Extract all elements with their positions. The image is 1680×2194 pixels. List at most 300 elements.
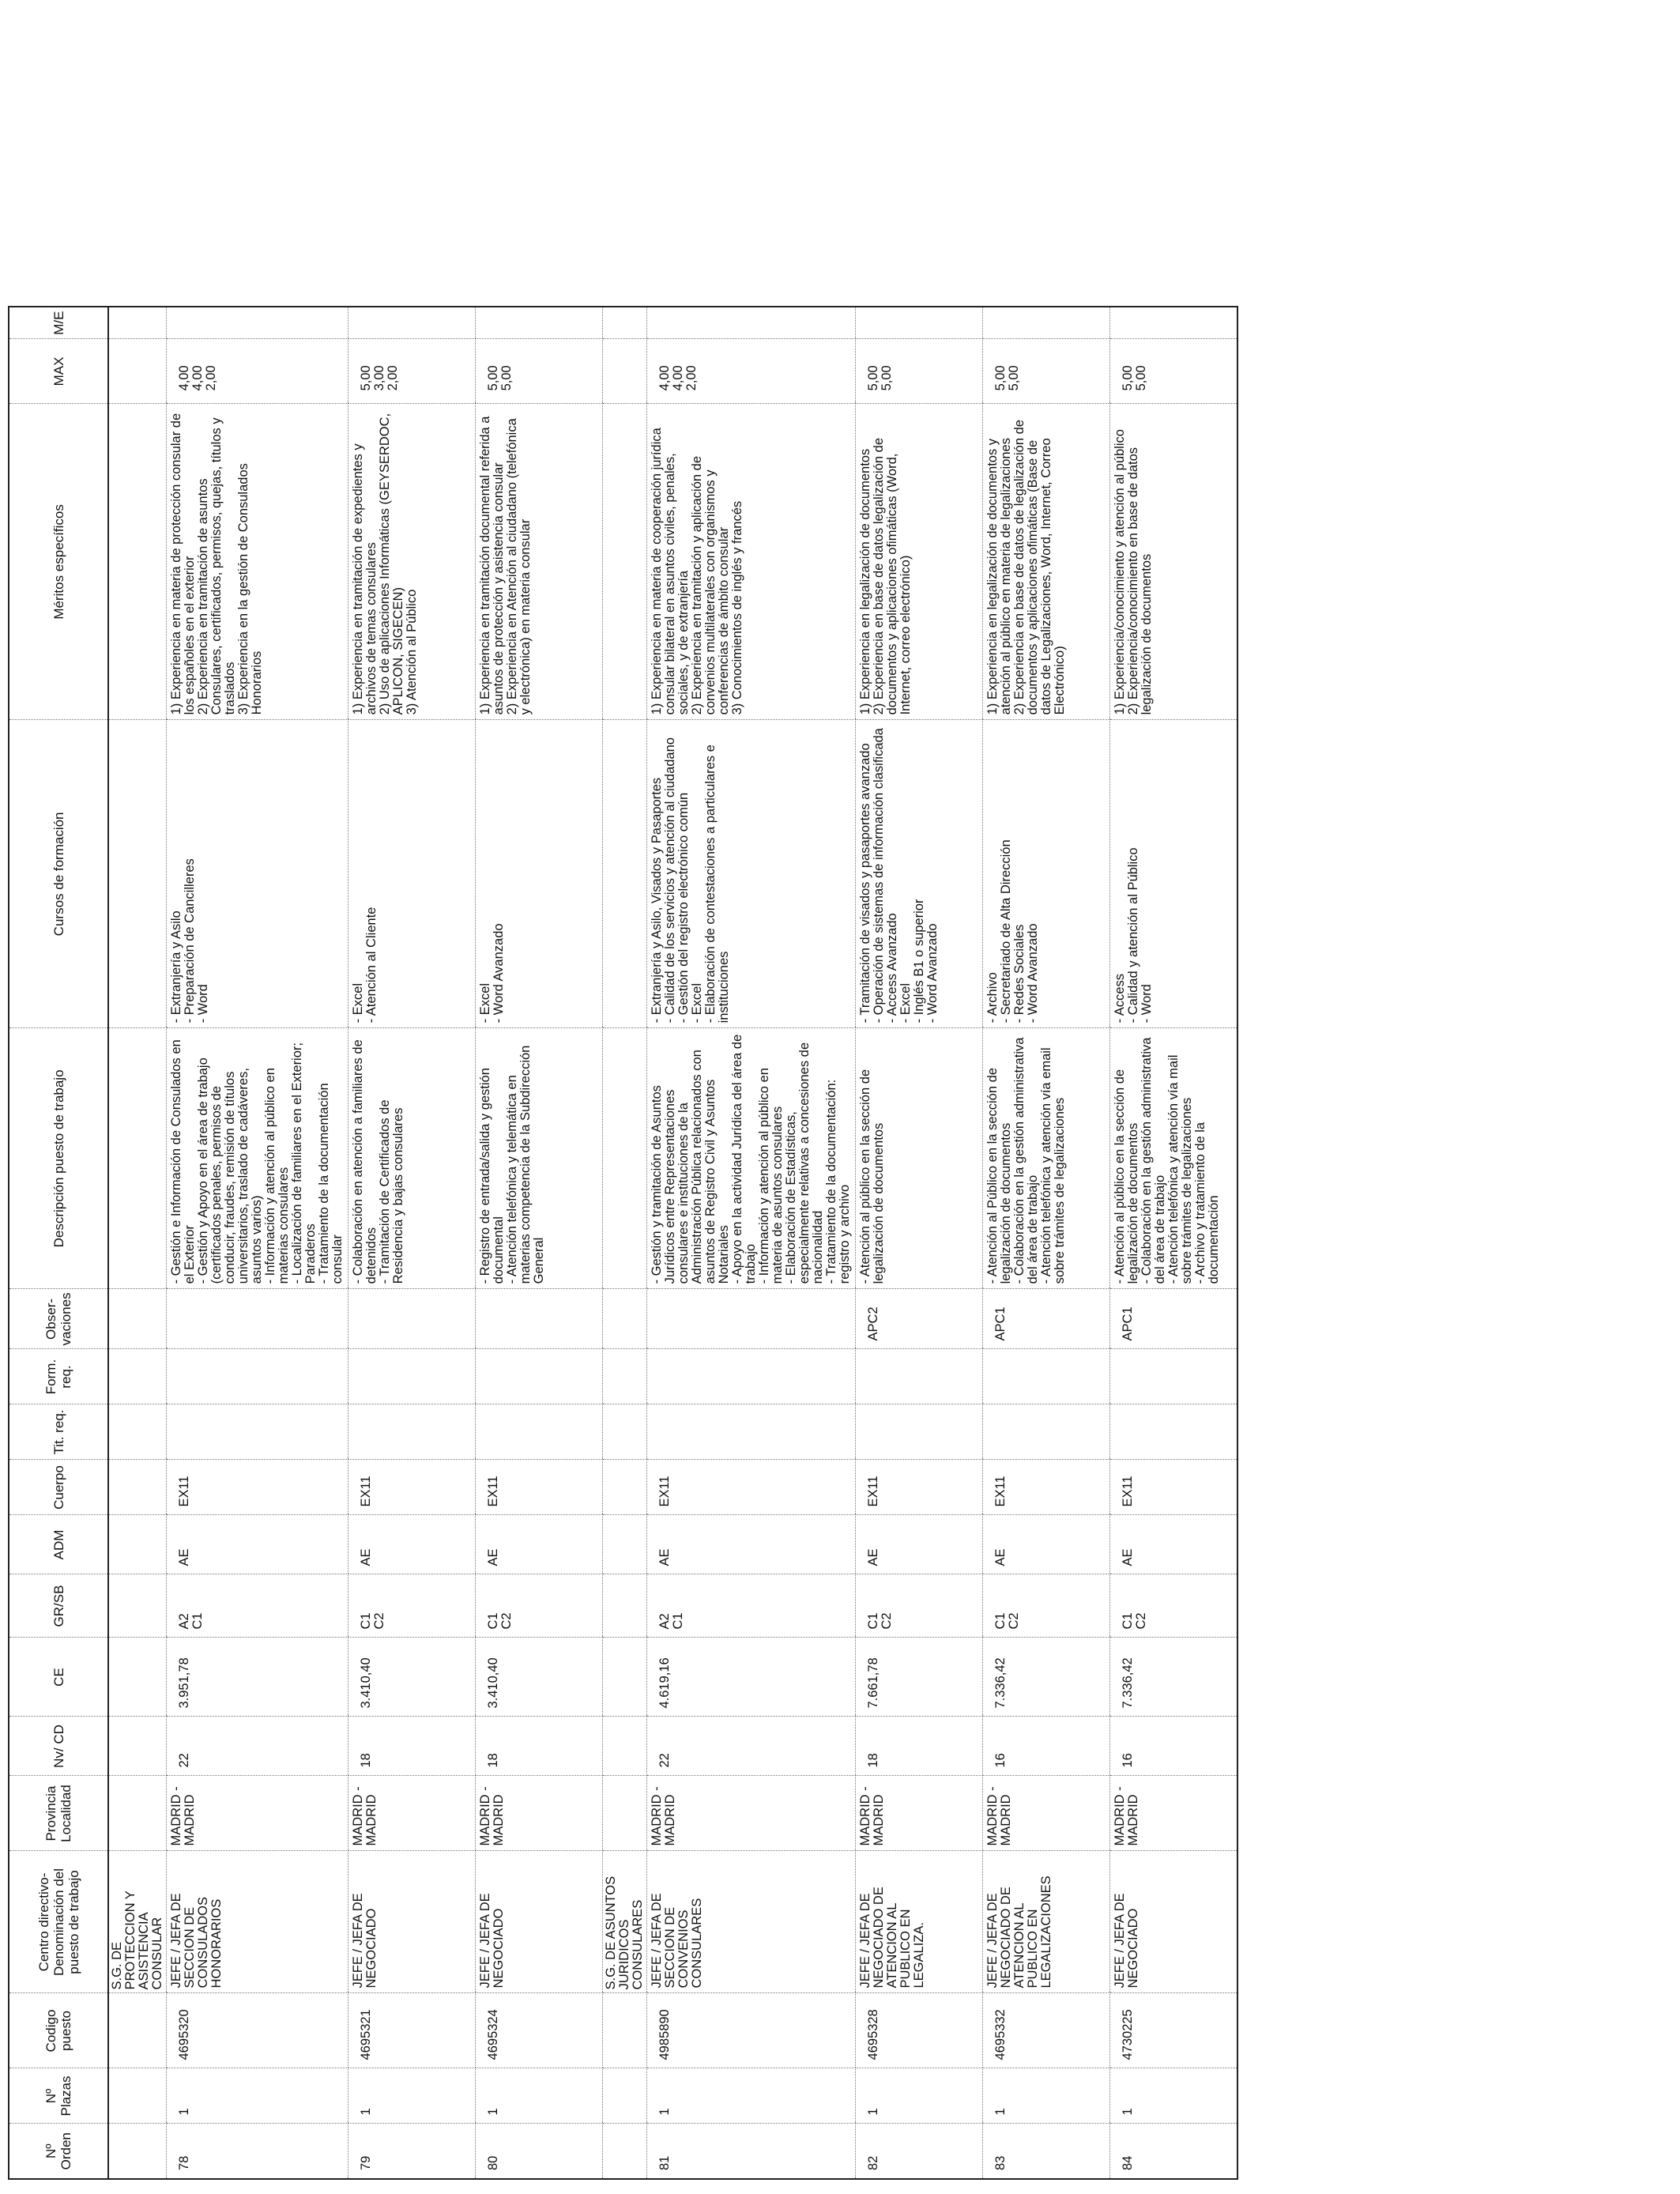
complemento-especifico: 7.661,78 bbox=[866, 1657, 880, 1709]
puntuacion-maxima-cell bbox=[1110, 339, 1238, 404]
observaciones bbox=[476, 1289, 487, 1348]
puntuacion-maxima-value: 5,00 bbox=[993, 365, 1008, 391]
nivel-cd-cell bbox=[348, 1717, 476, 1776]
directorate-cell bbox=[108, 1574, 167, 1638]
nivel-cd-cell bbox=[476, 1717, 603, 1776]
administracion: AE bbox=[993, 1548, 1008, 1566]
formacion-requerida-cell bbox=[348, 1349, 476, 1404]
orden-number-cell bbox=[348, 2124, 476, 2179]
header-centro: Centro directivo-Denominación del puesto de trabajo bbox=[9, 1851, 108, 1993]
grupo-subgrupo-cell bbox=[348, 1574, 476, 1638]
nivel-cd: 16 bbox=[993, 1753, 1008, 1768]
provincia-localidad-cell bbox=[647, 1776, 856, 1851]
plazas-count: 1 bbox=[177, 2108, 191, 2116]
cursos-formacion-cell bbox=[476, 720, 603, 1028]
directorate-cell bbox=[603, 1717, 647, 1776]
provincia-localidad-cell bbox=[348, 1776, 476, 1851]
puntuacion-maxima-cell bbox=[983, 339, 1110, 404]
nivel-cd-cell bbox=[983, 1717, 1110, 1776]
cuerpo-cell bbox=[983, 1460, 1110, 1515]
orden-number-cell bbox=[983, 2124, 1110, 2179]
denominacion-puesto-cell bbox=[348, 1851, 476, 1993]
cuerpo-cell bbox=[167, 1460, 348, 1515]
titulacion-requerida-cell bbox=[1110, 1404, 1238, 1460]
plazas-count-cell bbox=[983, 2068, 1110, 2124]
observaciones-cell bbox=[167, 1289, 348, 1349]
grupo-subgrupo-value: C2 bbox=[372, 1612, 386, 1630]
descripcion-puesto: - Atención al público en la sección de legalización de documentos bbox=[858, 1069, 886, 1284]
table-row bbox=[983, 307, 1110, 2179]
cuerpo: EX11 bbox=[993, 1476, 1008, 1507]
directorate-cell bbox=[108, 1028, 167, 1289]
grupo-subgrupo-value: C1 bbox=[671, 1612, 685, 1630]
titulacion-requerida bbox=[348, 1405, 360, 1460]
table-row bbox=[476, 307, 603, 2179]
header-ce: CE bbox=[9, 1638, 108, 1717]
titulacion-requerida bbox=[647, 1405, 658, 1460]
complemento-especifico-cell bbox=[167, 1638, 348, 1717]
denominacion-puesto: JEFE / JEFA DE SECCION DE CONSULADOS HONORARIOS bbox=[169, 1893, 224, 1989]
merito-entrevista-cell bbox=[348, 307, 476, 339]
header-orden: Nº Orden bbox=[9, 2124, 108, 2179]
header-max: MAX bbox=[9, 339, 108, 404]
complemento-especifico-cell bbox=[647, 1638, 856, 1717]
vacancies-table bbox=[8, 306, 1238, 2180]
directorate-cell bbox=[603, 1638, 647, 1717]
directorate-cell bbox=[603, 1776, 647, 1851]
grupo-subgrupo-cell bbox=[983, 1574, 1110, 1638]
cuerpo: EX11 bbox=[359, 1476, 373, 1507]
header-cuerpo: Cuerpo bbox=[9, 1460, 108, 1515]
orden-number: 84 bbox=[1121, 2155, 1135, 2170]
meritos-especificos-cell bbox=[647, 404, 856, 720]
plazas-count: 1 bbox=[359, 2108, 373, 2116]
grupo-subgrupo-value: A2 bbox=[657, 1613, 672, 1630]
codigo-puesto: 4695332 bbox=[993, 2009, 1008, 2060]
meritos-especificos-cell bbox=[348, 404, 476, 720]
table-row bbox=[1110, 307, 1238, 2179]
directorate-cell bbox=[603, 1028, 647, 1289]
denominacion-puesto: JEFE / JEFA DE NEGOCIADO bbox=[478, 1893, 506, 1989]
codigo-puesto-cell bbox=[348, 1993, 476, 2068]
puntuacion-maxima bbox=[983, 339, 1021, 403]
cuerpo: EX11 bbox=[177, 1476, 191, 1507]
nivel-cd: 18 bbox=[359, 1753, 373, 1768]
codigo-puesto-cell bbox=[1110, 1993, 1238, 2068]
puntuacion-maxima-value: 5,00 bbox=[1134, 365, 1148, 391]
formacion-requerida-cell bbox=[647, 1349, 856, 1404]
nivel-cd-cell bbox=[1110, 1717, 1238, 1776]
administracion: AE bbox=[177, 1548, 191, 1566]
merito-entrevista-cell bbox=[1110, 307, 1238, 339]
header-codigo: Codigo puesto bbox=[9, 1993, 108, 2068]
plazas-count: 1 bbox=[866, 2108, 880, 2116]
titulacion-requerida-cell bbox=[167, 1404, 348, 1460]
puntuacion-maxima-value: 4,00 bbox=[671, 365, 685, 391]
directorate-cell bbox=[108, 339, 167, 404]
codigo-puesto: 4985890 bbox=[657, 2009, 672, 2060]
puntuacion-maxima bbox=[856, 339, 894, 403]
meritos-especificos: 1) Experiencia en legalización de documentos 2) Experiencia en base de datos legalización de documentos y aplicaciones ofimáticas (Word, Internet, correo electrónico) bbox=[858, 438, 913, 715]
denominacion-puesto: JEFE / JEFA DE SECCION DE CONVENIOS CONSULARES bbox=[650, 1893, 704, 1989]
grupo-subgrupo bbox=[167, 1575, 205, 1638]
provincia-localidad-cell bbox=[167, 1776, 348, 1851]
puntuacion-maxima-value: 5,00 bbox=[1121, 365, 1135, 391]
header-provincia: Provincia Localidad bbox=[9, 1776, 108, 1851]
orden-number: 81 bbox=[657, 2155, 672, 2170]
nivel-cd: 18 bbox=[486, 1753, 500, 1768]
denominacion-puesto-cell bbox=[647, 1851, 856, 1993]
denominacion-puesto-cell bbox=[1110, 1851, 1238, 1993]
header-form: Form. req. bbox=[9, 1349, 108, 1404]
observaciones bbox=[348, 1289, 360, 1348]
puntuacion-maxima-cell bbox=[476, 339, 603, 404]
grupo-subgrupo-value: C1 bbox=[993, 1612, 1008, 1630]
directorate-cell bbox=[108, 1851, 167, 1993]
puntuacion-maxima-value: 5,00 bbox=[866, 365, 880, 391]
directorate-cell bbox=[603, 2124, 647, 2179]
merito-entrevista bbox=[167, 307, 178, 339]
titulacion-requerida-cell bbox=[856, 1404, 983, 1460]
cursos-formacion-cell bbox=[856, 720, 983, 1028]
directorate-cell bbox=[603, 1851, 647, 1993]
cursos-formacion: - Excel - Atención al Cliente bbox=[351, 907, 379, 1023]
merito-entrevista bbox=[1110, 307, 1121, 339]
nivel-cd-cell bbox=[856, 1717, 983, 1776]
cuerpo: EX11 bbox=[866, 1476, 880, 1507]
directorate-cell bbox=[603, 1574, 647, 1638]
denominacion-puesto: JEFE / JEFA DE NEGOCIADO DE ATENCION AL PUBLICO EN LEGALIZA. bbox=[858, 1887, 926, 1989]
formacion-requerida bbox=[1110, 1350, 1121, 1404]
titulacion-requerida bbox=[476, 1405, 487, 1460]
merito-entrevista-cell bbox=[856, 307, 983, 339]
observaciones: APC2 bbox=[866, 1306, 880, 1341]
table-row bbox=[647, 307, 856, 2179]
header-meritos: Méritos específicos bbox=[9, 404, 108, 720]
orden-number: 78 bbox=[177, 2155, 191, 2170]
cursos-formacion: - Extranjería y Asilo, Visados y Pasaportes - Calidad de los servicios y atención al ciudadano - Gestión del registro electrónico común - Excel - Elaboración de contestaciones a particulares e instituciones bbox=[650, 737, 731, 1023]
observaciones-cell bbox=[476, 1289, 603, 1349]
orden-number: 82 bbox=[866, 2155, 880, 2170]
formacion-requerida bbox=[476, 1350, 487, 1404]
plazas-count-cell bbox=[1110, 2068, 1238, 2124]
grupo-subgrupo-value: C2 bbox=[880, 1612, 894, 1630]
meritos-especificos: 1) Experiencia/conocimiento y atención al público 2) Experiencia/conocimiento en base de datos legalización de documentos bbox=[1113, 429, 1154, 715]
provincia-localidad-cell bbox=[983, 1776, 1110, 1851]
administracion-cell bbox=[348, 1515, 476, 1574]
provincia-localidad: MADRID - MADRID bbox=[351, 1786, 379, 1846]
grupo-subgrupo-cell bbox=[1110, 1574, 1238, 1638]
directorate-cell bbox=[108, 1515, 167, 1574]
header-cursos: Cursos de formación bbox=[9, 720, 108, 1028]
puntuacion-maxima bbox=[167, 339, 218, 403]
meritos-especificos: 1) Experiencia en legalización de documentos y atención al público en materia de legalizaciones 2) Experiencia en base de datos de legalización de documentos y aplicaciones ofimáticas (Base de datos de Legalizaciones, Word, Internet, Correo Electrónico) bbox=[985, 420, 1067, 715]
observaciones bbox=[647, 1289, 658, 1348]
directorate-cell bbox=[603, 307, 647, 339]
titulacion-requerida-cell bbox=[983, 1404, 1110, 1460]
grupo-subgrupo-value: C2 bbox=[499, 1612, 514, 1630]
directorate-cell bbox=[603, 1460, 647, 1515]
nivel-cd: 18 bbox=[866, 1753, 880, 1768]
orden-number-cell bbox=[476, 2124, 603, 2179]
provincia-localidad: MADRID - MADRID bbox=[858, 1786, 886, 1846]
puntuacion-maxima-value: 5,00 bbox=[880, 365, 894, 391]
puntuacion-maxima bbox=[348, 339, 400, 403]
merito-entrevista bbox=[983, 307, 994, 339]
grupo-subgrupo-value: C2 bbox=[1134, 1612, 1148, 1630]
complemento-especifico: 7.336,42 bbox=[993, 1657, 1008, 1709]
grupo-subgrupo bbox=[348, 1575, 386, 1638]
plazas-count-cell bbox=[167, 2068, 348, 2124]
directorate-cell bbox=[603, 1404, 647, 1460]
titulacion-requerida bbox=[167, 1405, 178, 1460]
observaciones-cell bbox=[348, 1289, 476, 1349]
formacion-requerida bbox=[856, 1350, 867, 1404]
observaciones-cell bbox=[1110, 1289, 1238, 1349]
meritos-especificos-cell bbox=[167, 404, 348, 720]
grupo-subgrupo-value: C1 bbox=[190, 1612, 205, 1630]
merito-entrevista-cell bbox=[983, 307, 1110, 339]
provincia-localidad: MADRID - MADRID bbox=[985, 1786, 1013, 1846]
administracion: AE bbox=[657, 1548, 672, 1566]
directorate-cell bbox=[108, 2124, 167, 2179]
cuerpo: EX11 bbox=[486, 1476, 500, 1507]
directorate-row bbox=[603, 307, 647, 2179]
denominacion-puesto-cell bbox=[167, 1851, 348, 1993]
plazas-count: 1 bbox=[993, 2108, 1008, 2116]
merito-entrevista bbox=[476, 307, 487, 339]
grupo-subgrupo-cell bbox=[856, 1574, 983, 1638]
complemento-especifico: 3.951,78 bbox=[177, 1657, 191, 1709]
grupo-subgrupo-value: C1 bbox=[486, 1612, 500, 1630]
cuerpo: EX11 bbox=[1121, 1476, 1135, 1507]
grupo-subgrupo bbox=[983, 1575, 1021, 1638]
directorate-cell bbox=[108, 1460, 167, 1515]
cursos-formacion-cell bbox=[348, 720, 476, 1028]
descripcion-puesto: - Colaboración en atención a familiares de detenidos - Tramitación de Certificados de Residencia y bajas consulares bbox=[351, 1039, 405, 1284]
cursos-formacion-cell bbox=[167, 720, 348, 1028]
administracion: AE bbox=[359, 1548, 373, 1566]
descripcion-puesto-cell bbox=[348, 1028, 476, 1289]
puntuacion-maxima-cell bbox=[348, 339, 476, 404]
formacion-requerida bbox=[983, 1350, 994, 1404]
complemento-especifico-cell bbox=[348, 1638, 476, 1717]
descripcion-puesto-cell bbox=[476, 1028, 603, 1289]
directorate-cell bbox=[603, 1289, 647, 1349]
table-row bbox=[348, 307, 476, 2179]
directorate-cell bbox=[603, 1993, 647, 2068]
cuerpo-cell bbox=[647, 1460, 856, 1515]
descripcion-puesto: - Gestión e Información de Consulados en el Exterior - Gestión y Apoyo en el área de trabajo (certificados penales, permisos de conducir, fraudes, remisión de títulos universitarios, traslado de cadáveres, asuntos varios) - Información y atención al público en materias consulares - Localización de familiares en el Exterior; Paraderos - Tratamiento de la documentación consular bbox=[169, 1039, 345, 1284]
complemento-especifico: 7.336,42 bbox=[1121, 1657, 1135, 1709]
administracion-cell bbox=[476, 1515, 603, 1574]
puntuacion-maxima-value: 5,00 bbox=[499, 365, 514, 391]
nivel-cd: 22 bbox=[177, 1753, 191, 1768]
cursos-formacion-cell bbox=[1110, 720, 1238, 1028]
orden-number-cell bbox=[856, 2124, 983, 2179]
orden-number-cell bbox=[1110, 2124, 1238, 2179]
descripcion-puesto-cell bbox=[983, 1028, 1110, 1289]
directorate-cell bbox=[603, 1515, 647, 1574]
table-body bbox=[108, 307, 1237, 2179]
header-tit: Tit. req. bbox=[9, 1404, 108, 1460]
grupo-subgrupo-value: C1 bbox=[1121, 1612, 1135, 1630]
header-row bbox=[9, 307, 108, 2179]
cuerpo-cell bbox=[856, 1460, 983, 1515]
plazas-count: 1 bbox=[1121, 2108, 1135, 2116]
administracion: AE bbox=[486, 1548, 500, 1566]
meritos-especificos: 1) Experiencia en tramitación documental referida a asuntos de protección y asistencia consular 2) Experiencia en Atención al ciudadano (telefónica y electrónica) en materia consular bbox=[478, 416, 533, 715]
descripcion-puesto-cell bbox=[647, 1028, 856, 1289]
merito-entrevista-cell bbox=[647, 307, 856, 339]
plazas-count-cell bbox=[476, 2068, 603, 2124]
provincia-localidad: MADRID - MADRID bbox=[478, 1786, 506, 1846]
directorate-cell bbox=[603, 339, 647, 404]
puntuacion-maxima-cell bbox=[167, 339, 348, 404]
descripcion-puesto-cell bbox=[167, 1028, 348, 1289]
directorate-cell bbox=[108, 720, 167, 1028]
cuerpo-cell bbox=[348, 1460, 476, 1515]
cuerpo: EX11 bbox=[657, 1476, 672, 1507]
titulacion-requerida-cell bbox=[476, 1404, 603, 1460]
cursos-formacion: - Excel - Word Avanzado bbox=[478, 923, 506, 1023]
observaciones-cell bbox=[983, 1289, 1110, 1349]
observaciones bbox=[167, 1289, 178, 1348]
titulacion-requerida-cell bbox=[647, 1404, 856, 1460]
complemento-especifico: 4.619,16 bbox=[657, 1657, 672, 1709]
codigo-puesto: 4695324 bbox=[486, 2009, 500, 2060]
meritos-especificos: 1) Experiencia en materia de cooperación jurídica consular bilateral en asuntos civiles, penales, sociales, y de extranjería 2) Experiencia en tramitación y aplicación de convenios multilaterales con organismos y conferencias de ámbito consular 3) Conocimientos de inglés y francés bbox=[650, 428, 744, 715]
directorate-cell bbox=[108, 2068, 167, 2124]
puntuacion-maxima-value: 5,00 bbox=[486, 365, 500, 391]
observaciones-cell bbox=[856, 1289, 983, 1349]
cursos-formacion-cell bbox=[983, 720, 1110, 1028]
directorate-name: S.G. DE PROTECCION Y ASISTENCIA CONSULAR bbox=[110, 1891, 164, 1990]
header-nivel: Nv/ CD bbox=[9, 1717, 108, 1776]
titulacion-requerida bbox=[983, 1405, 994, 1460]
grupo-subgrupo-value: A2 bbox=[177, 1613, 191, 1630]
grupo-subgrupo bbox=[647, 1575, 685, 1638]
descripcion-puesto-cell bbox=[1110, 1028, 1238, 1289]
complemento-especifico: 3.410,40 bbox=[359, 1657, 373, 1709]
nivel-cd-cell bbox=[647, 1717, 856, 1776]
formacion-requerida-cell bbox=[856, 1349, 983, 1404]
denominacion-puesto: JEFE / JEFA DE NEGOCIADO DE ATENCION AL PUBLICO EN LEGALIZACIONES bbox=[985, 1875, 1053, 1989]
meritos-especificos: 1) Experiencia en materia de protección consular de los españoles en el exterior 2) Experiencia en tramitación de asuntos Consulares, certificados, permisos, quejas, títulos y traslados 3) Experiencia en la gestión de Consulados Honorarios bbox=[169, 413, 264, 715]
codigo-puesto: 4695328 bbox=[866, 2009, 880, 2060]
cursos-formacion: - Access - Calidad y atención al Público - Word bbox=[1113, 847, 1154, 1023]
administracion-cell bbox=[983, 1515, 1110, 1574]
directorate-cell bbox=[603, 1349, 647, 1404]
cursos-formacion: - Tramitación de visados y pasaportes avanzado - Operación de sistemas de información clasificada - Access Avanzado - Excel - Inglés B1 o superior - Word Avanzado bbox=[858, 728, 940, 1023]
descripcion-puesto-cell bbox=[856, 1028, 983, 1289]
header-me: M/E bbox=[9, 307, 108, 339]
cuerpo-cell bbox=[1110, 1460, 1238, 1515]
plazas-count: 1 bbox=[657, 2108, 672, 2116]
nivel-cd: 16 bbox=[1121, 1753, 1135, 1768]
header-obs: Obser-vaciones bbox=[9, 1289, 108, 1349]
directorate-cell bbox=[108, 1717, 167, 1776]
orden-number: 80 bbox=[486, 2155, 500, 2170]
directorate-cell bbox=[108, 1349, 167, 1404]
cursos-formacion: - Extranjería y Asilo - Preparación de Cancilleres - Word bbox=[169, 858, 210, 1023]
meritos-especificos: 1) Experiencia en tramitación de expedientes y archivos de temas consulares 2) Uso de aplicaciones Informáticas (GEYSERDOC, APLICON, SIGECEN) 3) Atención al Público bbox=[351, 413, 419, 715]
directorate-cell bbox=[108, 404, 167, 720]
directorate-cell bbox=[603, 404, 647, 720]
codigo-puesto-cell bbox=[983, 1993, 1110, 2068]
directorate-cell bbox=[108, 1289, 167, 1349]
provincia-localidad: MADRID - MADRID bbox=[1113, 1786, 1140, 1846]
grupo-subgrupo-cell bbox=[476, 1574, 603, 1638]
codigo-puesto-cell bbox=[167, 1993, 348, 2068]
provincia-localidad-cell bbox=[476, 1776, 603, 1851]
directorate-cell bbox=[108, 1638, 167, 1717]
formacion-requerida-cell bbox=[167, 1349, 348, 1404]
observaciones: APC1 bbox=[993, 1306, 1008, 1341]
orden-number-cell bbox=[167, 2124, 348, 2179]
titulacion-requerida bbox=[1110, 1405, 1121, 1460]
grupo-subgrupo-value: C1 bbox=[866, 1612, 880, 1630]
codigo-puesto-cell bbox=[647, 1993, 856, 2068]
administracion-cell bbox=[1110, 1515, 1238, 1574]
complemento-especifico-cell bbox=[856, 1638, 983, 1717]
nivel-cd: 22 bbox=[657, 1753, 672, 1768]
grupo-subgrupo-cell bbox=[167, 1574, 348, 1638]
meritos-especificos-cell bbox=[983, 404, 1110, 720]
denominacion-puesto: JEFE / JEFA DE NEGOCIADO bbox=[351, 1893, 379, 1989]
orden-number-cell bbox=[647, 2124, 856, 2179]
plazas-count-cell bbox=[647, 2068, 856, 2124]
puntuacion-maxima-value: 2,00 bbox=[684, 365, 699, 391]
puntuacion-maxima-value: 2,00 bbox=[204, 365, 218, 391]
header-plazas: Nº Plazas bbox=[9, 2068, 108, 2124]
formacion-requerida-cell bbox=[983, 1349, 1110, 1404]
directorate-cell bbox=[603, 720, 647, 1028]
nivel-cd-cell bbox=[167, 1717, 348, 1776]
orden-number: 79 bbox=[359, 2155, 373, 2170]
plazas-count-cell bbox=[348, 2068, 476, 2124]
observaciones-cell bbox=[647, 1289, 856, 1349]
administracion-cell bbox=[856, 1515, 983, 1574]
codigo-puesto: 4730225 bbox=[1121, 2009, 1135, 2060]
merito-entrevista-cell bbox=[476, 307, 603, 339]
complemento-especifico-cell bbox=[983, 1638, 1110, 1717]
grupo-subgrupo bbox=[1110, 1575, 1148, 1638]
puntuacion-maxima-value: 4,00 bbox=[190, 365, 205, 391]
grupo-subgrupo bbox=[856, 1575, 894, 1638]
descripcion-puesto: - Gestión y tramitación de Asuntos Jurídicos entre Representaciones consulares e instituciones de la Administración Pública relacionados con asuntos de Registro Civil y Asuntos Notariales - Apoyo en la actividad Jurídica del área de trabajo - Información y atención al público en materia de asuntos consulares - Elaboración de Estadísticas, especialmente relativas a concesiones de nacionalidad - Tratamiento de la documentación: registro y archivo bbox=[650, 1034, 852, 1284]
formacion-requerida-cell bbox=[1110, 1349, 1238, 1404]
puntuacion-maxima-value: 5,00 bbox=[359, 365, 373, 391]
puntuacion-maxima-value: 5,00 bbox=[1007, 365, 1021, 391]
grupo-subgrupo-value: C2 bbox=[1007, 1612, 1021, 1630]
provincia-localidad: MADRID - MADRID bbox=[650, 1786, 677, 1846]
cursos-formacion-cell bbox=[647, 720, 856, 1028]
formacion-requerida bbox=[647, 1350, 658, 1404]
provincia-localidad: MADRID - MADRID bbox=[169, 1786, 197, 1846]
cuerpo-cell bbox=[476, 1460, 603, 1515]
descripcion-puesto: - Atención al Público en la sección de legalización de documentos - Colaboración en la gestión administrativa del área de trabajo - Atención telefónica y atención vía email sobre trámites de legalizaciones bbox=[985, 1037, 1067, 1284]
puntuacion-maxima-value: 2,00 bbox=[386, 365, 400, 391]
directorate-cell bbox=[108, 307, 167, 339]
grupo-subgrupo bbox=[476, 1575, 514, 1638]
grupo-subgrupo-value: C1 bbox=[359, 1612, 373, 1630]
plazas-count-cell bbox=[856, 2068, 983, 2124]
grupo-subgrupo-cell bbox=[647, 1574, 856, 1638]
merito-entrevista bbox=[856, 307, 867, 339]
directorate-cell bbox=[603, 2068, 647, 2124]
titulacion-requerida-cell bbox=[348, 1404, 476, 1460]
